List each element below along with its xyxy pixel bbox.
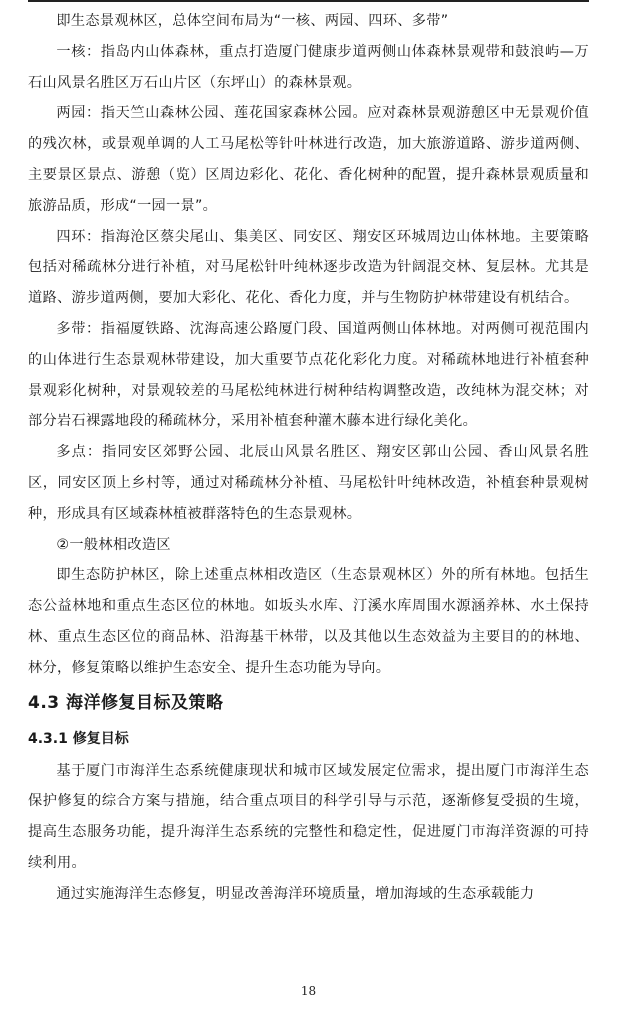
list-heading-general-zone: ②一般林相改造区 (56, 536, 171, 553)
paragraph-two-parks: 两园：指天竺山森林公园、莲花国家森林公园。应对森林景观游憩区中无景观价值的残次林，或景观单调的人工马尾松等针叶林进行改造，加大旅游道路、游步道两侧、主要景区景点、游憩（览）区周边彩化、花化、香化树种的配置，提升森林景观质量和旅游品质，形成“一园一景”。 (28, 105, 589, 214)
paragraph-multi-belts: 多带：指福厦铁路、沈海高速公路厦门段、国道两侧山体林地。对两侧可视范围内的山体进行生态景观林带建设，加大重要节点花化彩化力度。对稀疏林地进行补植套种景观彩化树种，对景观较差的马尾松纯林进行树种结构调整改造，改纯林为混交林；对部分岩石裸露地段的稀疏林分，采用补植套种灌木藤本进行绿化美化。 (28, 320, 589, 430)
paragraph-protection-forest: 即生态防护林区，除上述重点林相改造区（生态景观林区）外的所有林地。包括生态公益林地和重点生态区位的林地。如坂头水库、汀溪水库周围水源涵养林、水土保持林、重点生态区位的商品林、沿海基干林带，以及其他以生态效益为主要目的的林地、林分，修复策略以维护生态安全、提升生态功能为导向。 (28, 567, 589, 676)
paragraph-four-rings: 四环：指海沧区蔡尖尾山、集美区、同安区、翔安区环城周边山体林地。主要策略包括对稀疏林分进行补植，对马尾松针叶纯林逐步改造为针阔混交林、复层林。尤其是道路、游步道两侧，要加大彩化、花化、香化力度，并与生物防护林带建设有机结合。 (28, 228, 589, 307)
subsection-heading: 4.3.1 修复目标 (28, 730, 129, 747)
section-heading: 4.3 海洋修复目标及策略 (28, 692, 224, 713)
paragraph-intro: 即生态景观林区，总体空间布局为“一核、两园、四环、多带” (56, 13, 449, 29)
paragraph-implementation: 通过实施海洋生态修复，明显改善海洋环境质量，增加海域的生态承载能力 (56, 885, 535, 902)
header-rule (28, 0, 589, 2)
page-number: 18 (300, 984, 317, 998)
paragraph-multi-points: 多点：指同安区郊野公园、北辰山风景名胜区、翔安区郭山公园、香山风景名胜区，同安区顶上乡村等，通过对稀疏林分补植、马尾松针叶纯林改造，补植套种景观树种，形成具有区域森林植被群落特色的生态景观林。 (28, 444, 589, 522)
paragraph-one-core: 一核：指岛内山体森林，重点打造厦门健康步道两侧山体森林景观带和鼓浪屿—万石山风景名胜区万石山片区（东坪山）的森林景观。 (28, 43, 589, 91)
document-body (28, 6, 589, 910)
paragraph-goal: 基于厦门市海洋生态系统健康现状和城市区域发展定位需求，提出厦门市海洋生态保护修复的综合方案与措施，结合重点项目的科学引导与示范，逐渐修复受损的生境，提高生态服务功能，提升海洋生态系统的完整性和稳定性，促进厦门市海洋资源的可持续利用。 (28, 762, 589, 871)
